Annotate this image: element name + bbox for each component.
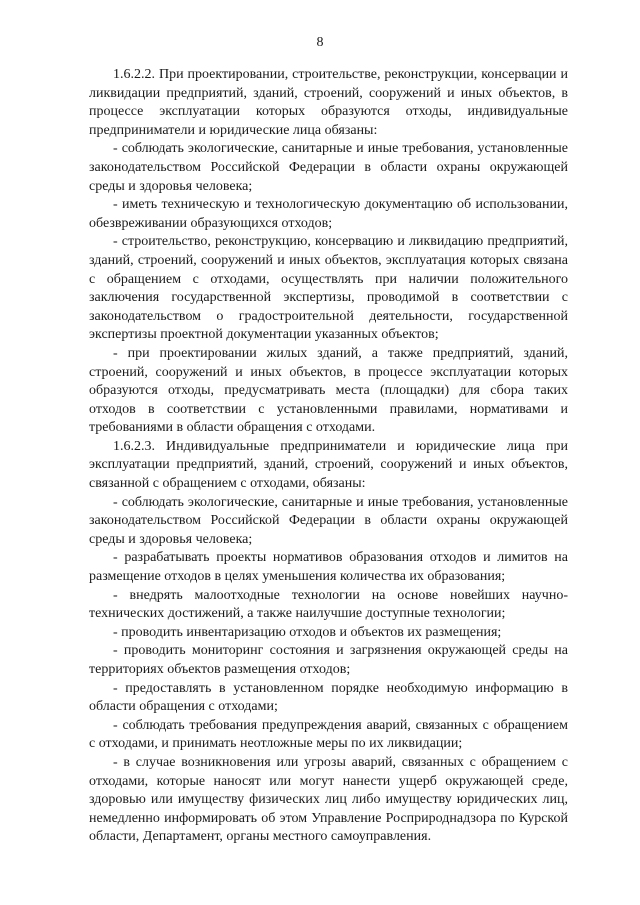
list-item: - проводить инвентаризацию отходов и объектов их размещения; bbox=[113, 624, 502, 640]
paragraph-1-6-2-3: 1.6.2.3. Индивидуальные предприниматели и юридические лица при эксплуатации предприятий, зданий, строений, сооружений и иных объектов, связанной с обращением с отходами, обязаны: bbox=[89, 438, 568, 492]
list-item: - соблюдать требования предупреждения аварий, связанных с обращением с отходами, и принимать неотложные меры по их ликвидации; bbox=[89, 717, 568, 752]
list-item: - в случае возникновения или угрозы аварий, связанных с обращением с отходами, которые наносят или могут нанести ущерб окружающей среде, здоровью или имуществу физических лиц либо имуществу юридических лиц, немедленно информировать об этом Управление Росприроднадзора по Курской области, Департамент, органы местного самоуправления. bbox=[89, 754, 568, 845]
paragraph-1-6-2-2: 1.6.2.2. При проектировании, строительстве, реконструкции, консервации и ликвидации предприятий, зданий, строений, сооружений и иных объектов, в процессе эксплуатации которых образуются отходы, индивидуальные предприниматели и юридические лица обязаны: bbox=[89, 67, 568, 138]
list-item: - иметь техническую и технологическую документацию об использовании, обезвреживании образующихся отходов; bbox=[89, 197, 568, 231]
list-item: - разрабатывать проекты нормативов образования отходов и лимитов на размещение отходов в целях уменьшения количества их образования; bbox=[89, 550, 568, 585]
list-item: - внедрять малоотходные технологии на основе новейших научно-технических достижений, а также наилучшие доступные технологии; bbox=[89, 587, 568, 622]
list-item: - строительство, реконструкцию, консервацию и ликвидацию предприятий, зданий, строений, сооружений и иных объектов, эксплуатация которых связана с обращением с отходами, осуществлять при наличии положительного заключения государственной экспертизы, проводимой в соответствии с законодательством о градостроительной деятельности, государственной экспертизы проектной документации указанных объектов; bbox=[89, 234, 568, 343]
page-number: 8 bbox=[316, 35, 324, 50]
document-body bbox=[89, 66, 568, 847]
list-item: - соблюдать экологические, санитарные и иные требования, установленные законодательством Российской Федерации в области охраны окружающей среды и здоровья человека; bbox=[89, 141, 568, 194]
list-item: - при проектировании жилых зданий, а также предприятий, зданий, строений, сооружений и иных объектов, в процессе эксплуатации которых образуются отходы, предусматривать места (площадки) для сбора таких отходов в соответствии с установленными правилами, нормативами и требованиями в области обращения с отходами. bbox=[89, 345, 568, 436]
list-item: - проводить мониторинг состояния и загрязнения окружающей среды на территориях объектов размещения отходов; bbox=[89, 643, 568, 677]
list-item: - соблюдать экологические, санитарные и иные требования, установленные законодательством Российской Федерации в области охраны окружающей среды и здоровья человека; bbox=[89, 494, 568, 547]
list-item: - предоставлять в установленном порядке необходимую информацию в области обращения с отходами; bbox=[89, 680, 568, 715]
